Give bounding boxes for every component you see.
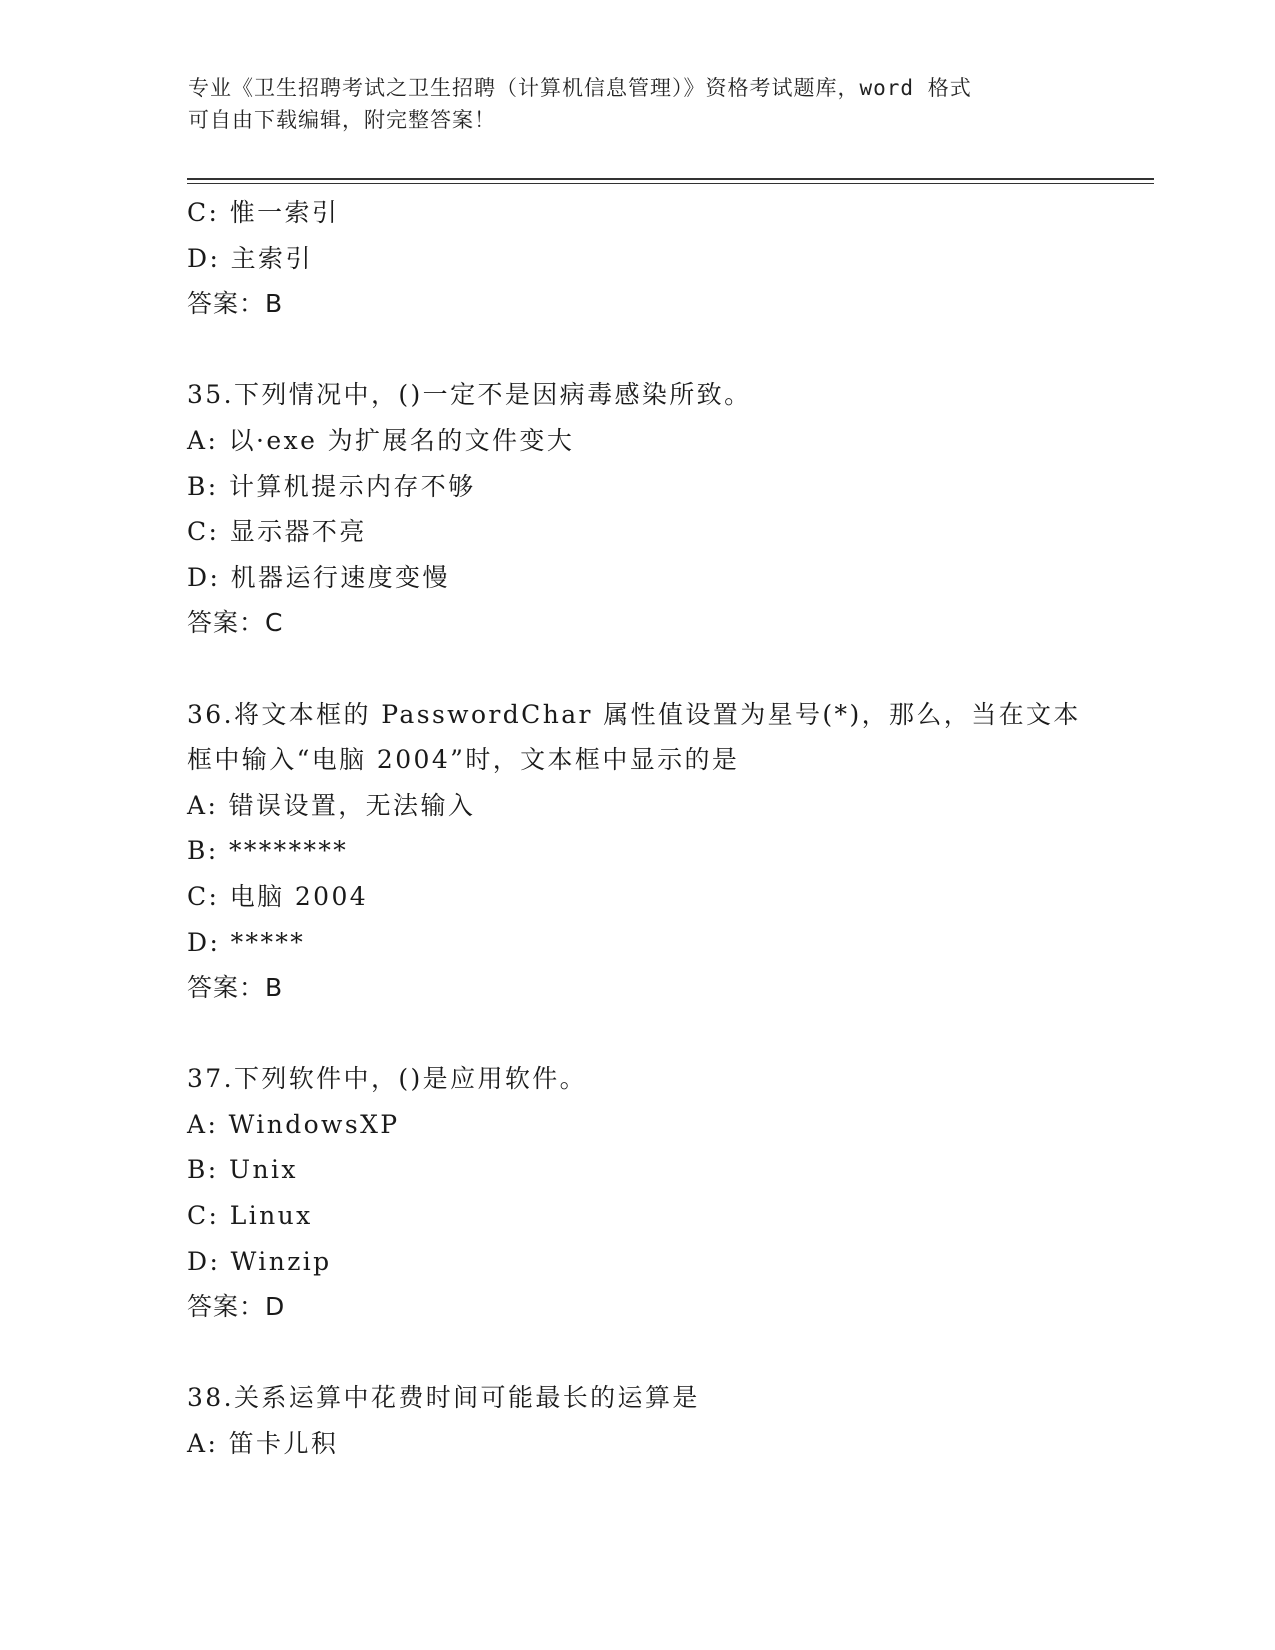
option-line (187, 828, 1107, 874)
option-text: 惟一索引 (229, 198, 340, 227)
option-text: ***** (230, 927, 306, 957)
option-text: Winzip (230, 1246, 332, 1276)
header-line-1: 专业《卫生招聘考试之卫生招聘（计算机信息管理）》资格考试题库，word 格式 (188, 76, 972, 100)
option-line (187, 920, 1107, 966)
spacer (187, 327, 1107, 373)
option-line (187, 464, 1107, 510)
option-label: B: (187, 1155, 219, 1185)
option-label: B: (187, 471, 219, 501)
option-text: 错误设置，无法输入 (228, 790, 476, 820)
answer-line: 答案：B (187, 973, 284, 1003)
option-label: A: (187, 1429, 219, 1459)
spacer (187, 1330, 1107, 1376)
option-label: A: (187, 790, 219, 820)
option-text: WindowsXP (228, 1109, 400, 1139)
option-text: Linux (229, 1201, 313, 1231)
question-text: 38.关系运算中花费时间可能最长的运算是 (187, 1383, 700, 1413)
spacer (187, 646, 1107, 692)
question-text: 37.下列软件中，()是应用软件。 (187, 1064, 588, 1094)
option-label: C: (187, 198, 220, 227)
answer-line: 答案：D (187, 1292, 286, 1322)
option-label: C: (187, 1201, 220, 1231)
header-line-2: 可自由下载编辑，附完整答案！ (188, 108, 496, 132)
header-rule-thick (187, 178, 1154, 180)
option-label: D: (187, 1246, 221, 1276)
option-text: Unix (228, 1155, 298, 1185)
option-text: 显示器不亮 (229, 517, 367, 547)
option-line (187, 555, 1107, 601)
option-line (187, 874, 1107, 920)
option-label: B: (187, 836, 219, 866)
option-text: 机器运行速度变慢 (230, 562, 450, 592)
option-text: 主索引 (230, 243, 313, 273)
option-label: C: (187, 881, 220, 911)
option-label: D: (187, 562, 221, 592)
option-line (187, 1239, 1107, 1285)
option-label: D: (187, 927, 221, 957)
option-line (187, 418, 1107, 464)
option-text: 笛卡儿积 (228, 1429, 339, 1459)
option-line (187, 190, 1107, 236)
option-label: C: (187, 517, 220, 547)
page-header (188, 72, 1068, 136)
option-line (187, 1102, 1107, 1148)
option-label: A: (187, 1109, 219, 1139)
option-line (187, 1193, 1107, 1239)
option-text: 电脑 2004 (229, 881, 369, 911)
question-text: 框中输入“电脑 2004”时，文本框中显示的是 (187, 745, 740, 775)
option-text: 以·exe 为扩展名的文件变大 (228, 425, 575, 455)
option-line (187, 236, 1107, 282)
answer-line: 答案：B (187, 289, 284, 319)
option-label: A: (187, 425, 219, 455)
option-line (187, 783, 1107, 829)
option-text: ******** (228, 836, 349, 866)
answer-line: 答案：C (187, 608, 284, 638)
spacer (187, 1011, 1107, 1057)
option-line (187, 1421, 1107, 1467)
question-text: 36.将文本框的 PasswordChar 属性值设置为星号(*)，那么，当在文本 (187, 699, 1081, 729)
question-list (187, 190, 1107, 1467)
question-text: 35.下列情况中，()一定不是因病毒感染所致。 (187, 380, 752, 410)
option-label: D: (187, 243, 221, 273)
option-text: 计算机提示内存不够 (228, 471, 476, 501)
header-rule-thin (187, 183, 1154, 184)
option-line (187, 1147, 1107, 1193)
option-line (187, 509, 1107, 555)
